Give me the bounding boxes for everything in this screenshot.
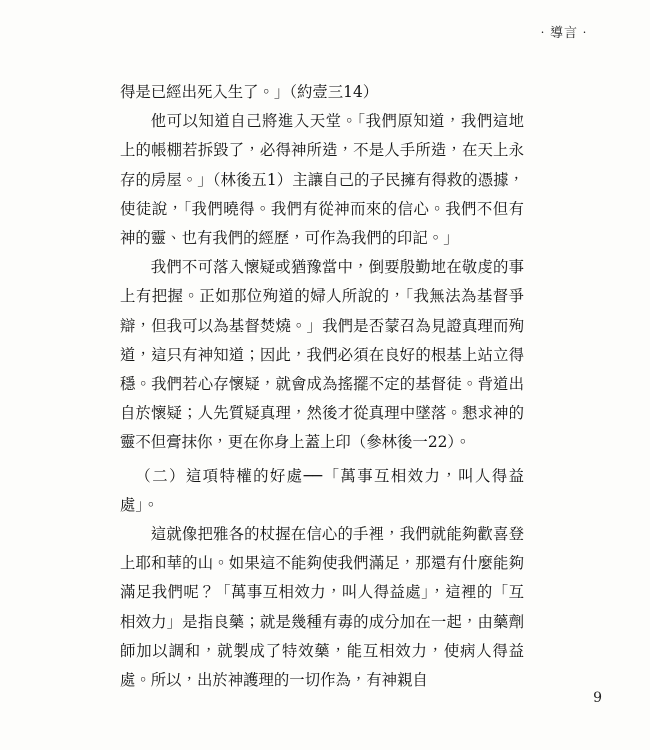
body-text-column (120, 78, 524, 695)
page-number: 9 (593, 690, 602, 706)
paragraph: 我們不可落入懷疑或猶豫當中，倒要殷勤地在敬虔的事上有把握。正如那位殉道的婦人所說的，「我無法為基督爭辯，但我可以為基督焚燒。」我們是否蒙召為見證真理而殉道，這只有神知道；因此，我們必須在良好的根基上站立得穩。我們若心存懷疑，就會成為搖擺不定的基督徒。背道出自於懷疑；人先質疑真理，然後才從真理中墜落。懇求神的靈不但膏抹你，更在你身上蓋上印（參林後一22）。 (120, 258, 524, 452)
section-heading: （二）這項特權的好處──「萬事互相效力，叫人得益處」。 (120, 466, 524, 514)
paragraph: 這就像把雅各的杖握在信心的手裡，我們就能夠歡喜登上耶和華的山。如果這不能夠使我們滿足，那還有什麼能夠滿足我們呢？「萬事互相效力，叫人得益處」，這裡的「互相效力」是指良藥；就是幾種有毒的成分加在一起，由藥劑師加以調和，就製成了特效藥，能互相效力，使病人得益處。所以，出於神護理的一切作為，有神親自 (120, 525, 524, 690)
paragraph: 他可以知道自己將進入天堂。「我們原知道，我們這地上的帳棚若拆毀了，必得神所造，不是人手所造，在天上永存的房屋。」（林後五1）主讓自己的子民擁有得救的憑據，使徒說，「我們曉得。我們有從神而來的信心。我們不但有神的靈、也有我們的經歷，可作為我們的印記。」 (120, 112, 524, 248)
paragraph: 得是已經出死入生了。」（約壹三14） (120, 83, 379, 101)
running-head: ‧導言‧ (535, 26, 592, 41)
